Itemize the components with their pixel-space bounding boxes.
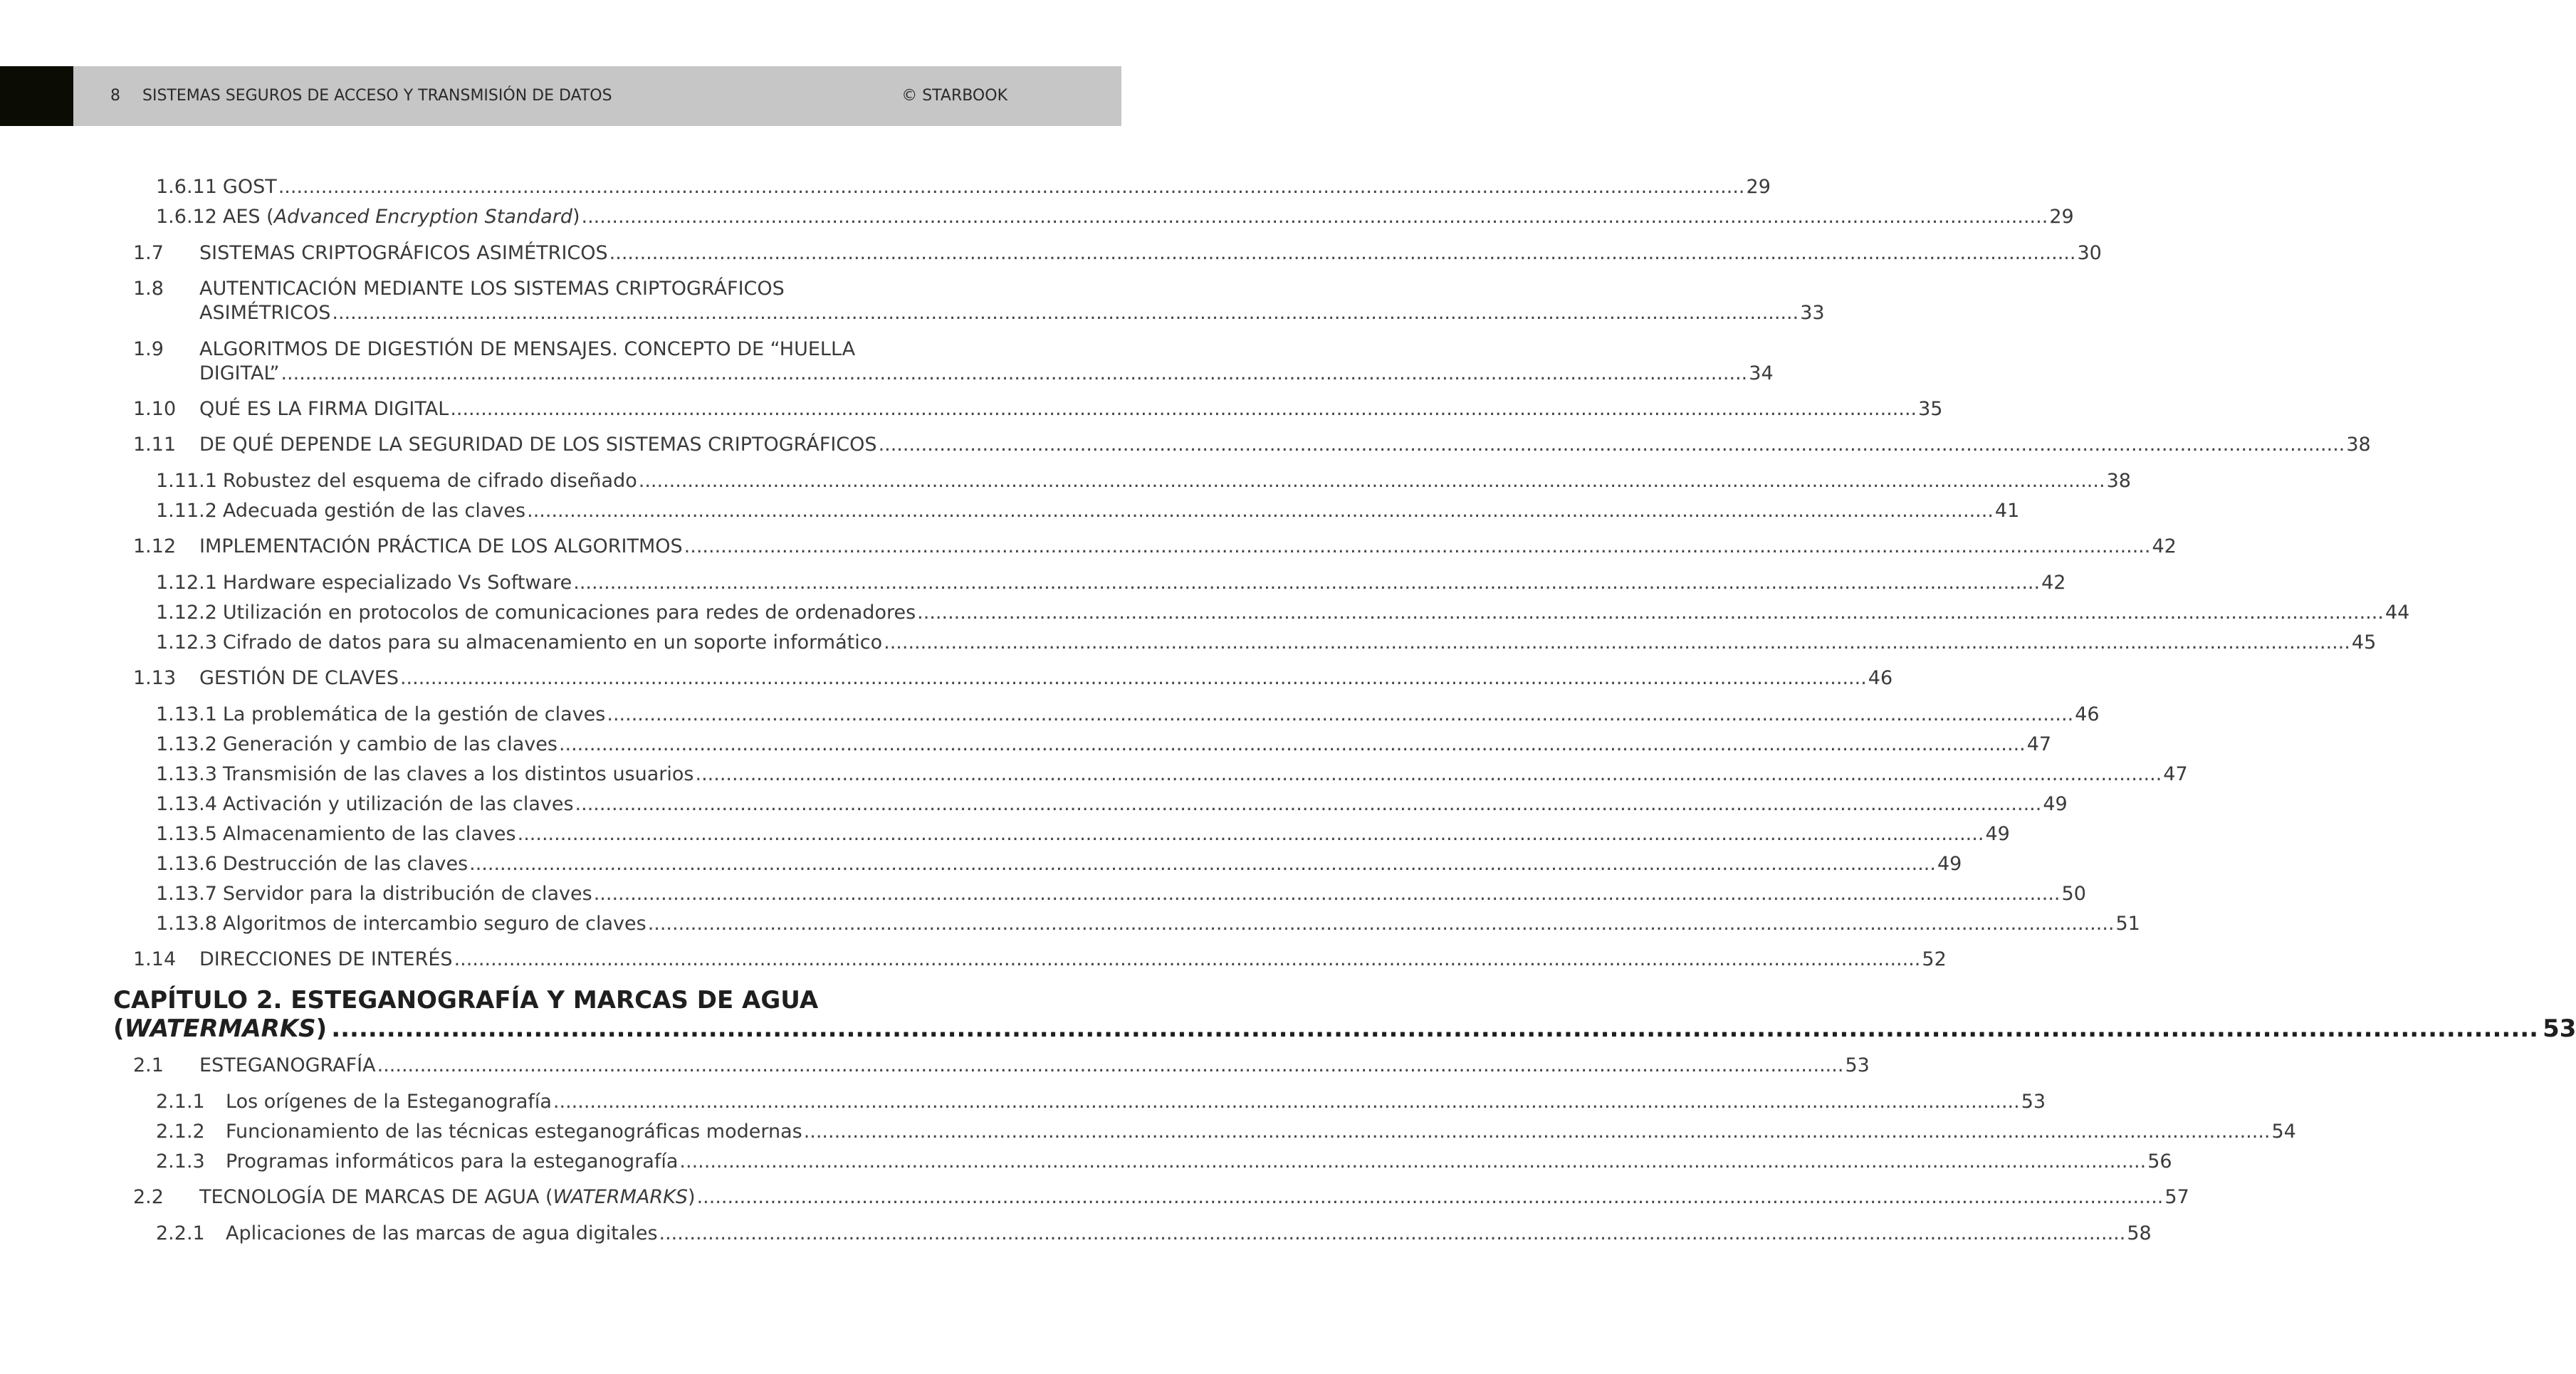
- toc-leader: ................................................................................................................................................................................................................................................: [607, 703, 2074, 725]
- toc-entry-title: Almacenamiento de las claves: [222, 823, 516, 845]
- toc-entry-number: 1.6.12: [156, 206, 217, 228]
- toc-leader: ................................................................................................................................................................................................................................................: [573, 572, 2041, 594]
- toc-entry-2-1-2: [156, 1120, 2296, 1144]
- toc-entry-title: GESTIÓN DE CLAVES: [199, 667, 399, 689]
- toc-entry-page: 35: [1918, 398, 1943, 420]
- toc-entry-title: Funcionamiento de las técnicas esteganográficas modernas: [226, 1121, 802, 1143]
- chapter-heading-line2: [113, 1014, 2576, 1043]
- toc-entry-title: Los orígenes de la Esteganografía: [226, 1091, 552, 1113]
- toc-entry-number: 1.12.2: [156, 602, 217, 624]
- toc-leader: ................................................................................................................................................................................................................................................: [331, 1014, 2539, 1043]
- toc-entry-number: 1.11.2: [156, 500, 217, 522]
- toc-entry-page: 42: [2041, 572, 2066, 594]
- toc-entry-page: 38: [2346, 434, 2371, 456]
- title-part: TECNOLOGÍA DE MARCAS DE AGUA (: [199, 1186, 553, 1208]
- toc-entry-title: Robustez del esquema de cifrado diseñado: [222, 470, 637, 492]
- toc-leader: ................................................................................................................................................................................................................................................: [679, 1150, 2147, 1173]
- toc-entry-title: Aplicaciones de las marcas de agua digitales: [226, 1222, 658, 1244]
- toc-entry-title: Hardware especializado Vs Software: [222, 572, 572, 594]
- toc-entry-1-12-2: [156, 601, 2410, 625]
- toc-entry-1-13-6: [156, 852, 1962, 876]
- chapter-heading-line1: CAPÍTULO 2. ESTEGANOGRAFÍA Y MARCAS DE AGUA: [113, 986, 819, 1014]
- toc-entry-title: La problemática de la gestión de claves: [222, 703, 606, 725]
- toc-entry-title: Servidor para la distribución de claves: [222, 883, 592, 905]
- toc-entry-title: Cifrado de datos para su almacenamiento en un soporte informático: [222, 631, 883, 654]
- toc-entry-number: 1.13.3: [156, 763, 217, 785]
- toc-entry-number: 1.13.7: [156, 883, 217, 905]
- toc-entry-number: 1.12: [133, 535, 177, 557]
- toc-entry-page: 47: [2163, 763, 2188, 785]
- toc-entry-title: ESTEGANOGRAFÍA: [199, 1054, 376, 1076]
- toc-entry-page: 51: [2115, 913, 2140, 935]
- toc-leader: ................................................................................................................................................................................................................................................: [332, 302, 1799, 324]
- toc-entry-title: Utilización en protocolos de comunicaciones para redes de ordenadores: [222, 602, 916, 624]
- toc-leader: ................................................................................................................................................................................................................................................: [884, 631, 2350, 654]
- toc-entry-title: Activación y utilización de las claves: [222, 793, 574, 815]
- toc-entry-title: Transmisión de las claves a los distintos usuarios: [222, 763, 694, 785]
- toc-entry-number: 2.1.1: [156, 1091, 205, 1113]
- toc-leader: ................................................................................................................................................................................................................................................: [517, 823, 1984, 845]
- toc-entry-number: 1.12.1: [156, 572, 217, 594]
- toc-entry-page: 58: [2127, 1222, 2152, 1244]
- toc-entry-number: 1.13.8: [156, 913, 217, 935]
- toc-entry-1-12: [133, 535, 2177, 559]
- toc-entry-number: 1.13.1: [156, 703, 217, 725]
- toc-entry-number: 1.12.3: [156, 631, 217, 654]
- toc-entry-title: Adecuada gestión de las claves: [222, 500, 526, 522]
- toc-entry-title: IMPLEMENTACIÓN PRÁCTICA DE LOS ALGORITMOS: [199, 535, 683, 557]
- toc-leader: ................................................................................................................................................................................................................................................: [659, 1222, 2126, 1244]
- toc-entry-number: 1.9: [133, 338, 164, 360]
- title-italic: WATERMARKS: [553, 1186, 688, 1208]
- toc-entry-page: 30: [2077, 242, 2102, 264]
- toc-leader: ................................................................................................................................................................................................................................................: [581, 206, 2048, 228]
- header-black-block: [0, 66, 73, 126]
- toc-entry-1-14: [133, 948, 1947, 972]
- toc-entry-number: 1.6.11: [156, 176, 217, 198]
- toc-entry-1-13-2: [156, 733, 2052, 757]
- toc-entry-title: AUTENTICACIÓN MEDIANTE LOS SISTEMAS CRIPTOGRÁFICOS: [199, 278, 785, 300]
- toc-entry-page: 53: [2021, 1091, 2046, 1113]
- toc-entry-title: Algoritmos de intercambio seguro de claves: [222, 913, 646, 935]
- toc-entry-1-13-4: [156, 792, 2068, 817]
- title-part: ): [572, 206, 580, 228]
- chapter-page: 53: [2543, 1014, 2576, 1043]
- toc-entry-title: DE QUÉ DEPENDE LA SEGURIDAD DE LOS SISTEMAS CRIPTOGRÁFICOS: [199, 434, 877, 456]
- toc-entry-1-6-12: [156, 205, 2074, 229]
- toc-entry-number: 2.2.1: [156, 1222, 205, 1244]
- toc-entry-title: Programas informáticos para la esteganografía: [226, 1150, 679, 1173]
- toc-entry-page: 34: [1749, 362, 1774, 384]
- toc-leader: ................................................................................................................................................................................................................................................: [593, 883, 2061, 905]
- header-page-number: 8: [110, 87, 120, 105]
- toc-entry-1-11-2: [156, 499, 2020, 523]
- toc-entry-title-cont: DIGITAL”: [199, 362, 280, 384]
- toc-entry-title: DIRECCIONES DE INTERÉS: [199, 948, 453, 970]
- toc-entry-page: 49: [1985, 823, 2010, 845]
- toc-leader: ................................................................................................................................................................................................................................................: [696, 1186, 2164, 1208]
- toc-leader: ................................................................................................................................................................................................................................................: [469, 853, 1936, 875]
- toc-entry-number: 1.13.4: [156, 793, 217, 815]
- toc-entry-1-8-line2: [199, 301, 1825, 325]
- toc-entry-1-13-8: [156, 912, 2140, 936]
- toc-entry-2-1-1: [156, 1090, 2046, 1114]
- toc-leader: ................................................................................................................................................................................................................................................: [450, 398, 1917, 420]
- toc-leader: ................................................................................................................................................................................................................................................: [638, 470, 2105, 492]
- toc-entry-page: 53: [1845, 1054, 1870, 1076]
- toc-entry-title: SISTEMAS CRIPTOGRÁFICOS ASIMÉTRICOS: [199, 242, 608, 264]
- toc-entry-page: 50: [2061, 883, 2086, 905]
- running-header: [0, 66, 1121, 126]
- title-part: (: [113, 1014, 125, 1043]
- toc-entry-page: 38: [2106, 470, 2131, 492]
- toc-entry-1-12-1: [156, 571, 2066, 595]
- toc-entry-number: 2.1: [133, 1054, 164, 1076]
- toc-entry-1-12-3: [156, 631, 2377, 655]
- toc-entry-page: 41: [1994, 500, 2020, 522]
- toc-leader: ................................................................................................................................................................................................................................................: [878, 434, 2345, 456]
- toc-entry-2-1-3: [156, 1150, 2172, 1174]
- toc-leader: ................................................................................................................................................................................................................................................: [609, 242, 2076, 264]
- toc-entry-number: 2.2: [133, 1186, 164, 1208]
- toc-entry-1-13-5: [156, 822, 2010, 846]
- toc-entry-page: 42: [2152, 535, 2177, 557]
- toc-entry-page: 29: [1746, 176, 1771, 198]
- chapter-title-cont: [113, 1014, 327, 1043]
- toc-entry-page: 52: [1922, 948, 1947, 970]
- toc-entry-page: 56: [2147, 1150, 2172, 1173]
- toc-entry-page: 46: [1868, 667, 1893, 689]
- toc-leader: ................................................................................................................................................................................................................................................: [377, 1054, 1844, 1076]
- toc-entry-1-13: [133, 666, 1893, 691]
- toc-entry-2-2-1: [156, 1222, 2152, 1246]
- title-italic: WATERMARKS: [124, 1014, 316, 1043]
- toc-entry-1-11: [133, 433, 2371, 457]
- toc-leader: ................................................................................................................................................................................................................................................: [553, 1091, 2020, 1113]
- toc-entry-title: [199, 1185, 696, 1210]
- toc-entry-1-13-3: [156, 762, 2188, 787]
- toc-entry-title: Generación y cambio de las claves: [222, 733, 557, 755]
- toc-entry-1-8-line1: [133, 277, 785, 301]
- toc-entry-1-13-1: [156, 703, 2100, 727]
- toc-entry-2-2: [133, 1185, 2189, 1210]
- toc-leader: ................................................................................................................................................................................................................................................: [917, 602, 2384, 624]
- toc-entry-number: 1.10: [133, 398, 177, 420]
- toc-entry-page: 57: [2164, 1186, 2189, 1208]
- title-italic: Advanced Encryption Standard: [273, 206, 572, 228]
- toc-entry-title: [223, 205, 580, 229]
- toc-entry-title: Destrucción de las claves: [222, 853, 468, 875]
- toc-entry-1-13-7: [156, 882, 2086, 906]
- toc-entry-number: 2.1.2: [156, 1121, 205, 1143]
- toc-entry-number: 1.14: [133, 948, 177, 970]
- toc-leader: ................................................................................................................................................................................................................................................: [684, 535, 2151, 557]
- toc-entry-number: 1.13.2: [156, 733, 217, 755]
- toc-leader: ................................................................................................................................................................................................................................................: [527, 500, 1994, 522]
- toc-entry-1-9-line1: [133, 337, 855, 362]
- toc-entry-1-9-line2: [199, 362, 1774, 386]
- toc-leader: ................................................................................................................................................................................................................................................: [695, 763, 2162, 785]
- toc-entry-title: ALGORITMOS DE DIGESTIÓN DE MENSAJES. CONCEPTO DE “HUELLA: [199, 338, 856, 360]
- toc-entry-page: 47: [2026, 733, 2052, 755]
- toc-entry-page: 54: [2271, 1121, 2296, 1143]
- toc-leader: ................................................................................................................................................................................................................................................: [803, 1121, 2271, 1143]
- toc-leader: ................................................................................................................................................................................................................................................: [575, 793, 2042, 815]
- toc-entry-title-cont: ASIMÉTRICOS: [199, 302, 331, 324]
- toc-entry-1-6-11: [156, 175, 1771, 199]
- header-publisher: © STARBOOK: [901, 87, 1007, 105]
- toc-entry-number: 1.8: [133, 278, 164, 300]
- toc-leader: ................................................................................................................................................................................................................................................: [454, 948, 1921, 970]
- toc-entry-number: 1.13.5: [156, 823, 217, 845]
- toc-entry-number: 2.1.3: [156, 1150, 205, 1173]
- toc-entry-title: GOST: [222, 176, 277, 198]
- toc-entry-number: 1.13.6: [156, 853, 217, 875]
- toc-leader: ................................................................................................................................................................................................................................................: [647, 913, 2115, 935]
- toc-entry-2-1: [133, 1054, 1870, 1078]
- toc-entry-page: 46: [2075, 703, 2100, 725]
- toc-leader: ................................................................................................................................................................................................................................................: [558, 733, 2026, 755]
- toc-entry-1-11-1: [156, 469, 2131, 493]
- toc-leader: ................................................................................................................................................................................................................................................: [278, 176, 1745, 198]
- title-part: AES (: [222, 206, 274, 228]
- title-part: ): [688, 1186, 696, 1208]
- header-book-title: SISTEMAS SEGUROS DE ACCESO Y TRANSMISIÓN DE DATOS: [142, 87, 612, 105]
- toc-entry-page: 49: [1937, 853, 1962, 875]
- toc-leader: ................................................................................................................................................................................................................................................: [281, 362, 1748, 384]
- toc-entry-page: 49: [2043, 793, 2068, 815]
- title-part: ): [315, 1014, 328, 1043]
- toc-entry-title: QUÉ ES LA FIRMA DIGITAL: [199, 398, 449, 420]
- toc-entry-page: 45: [2351, 631, 2377, 654]
- toc-entry-number: 1.7: [133, 242, 164, 264]
- toc-leader: ................................................................................................................................................................................................................................................: [399, 667, 1867, 689]
- toc-entry-page: 33: [1800, 302, 1825, 324]
- toc-entry-1-10: [133, 397, 1943, 421]
- toc-entry-1-7: [133, 241, 2102, 266]
- toc-entry-number: 1.11.1: [156, 470, 217, 492]
- toc-entry-number: 1.13: [133, 667, 177, 689]
- toc-entry-number: 1.11: [133, 434, 177, 456]
- toc-entry-page: 29: [2049, 206, 2074, 228]
- toc-entry-page: 44: [2384, 602, 2410, 624]
